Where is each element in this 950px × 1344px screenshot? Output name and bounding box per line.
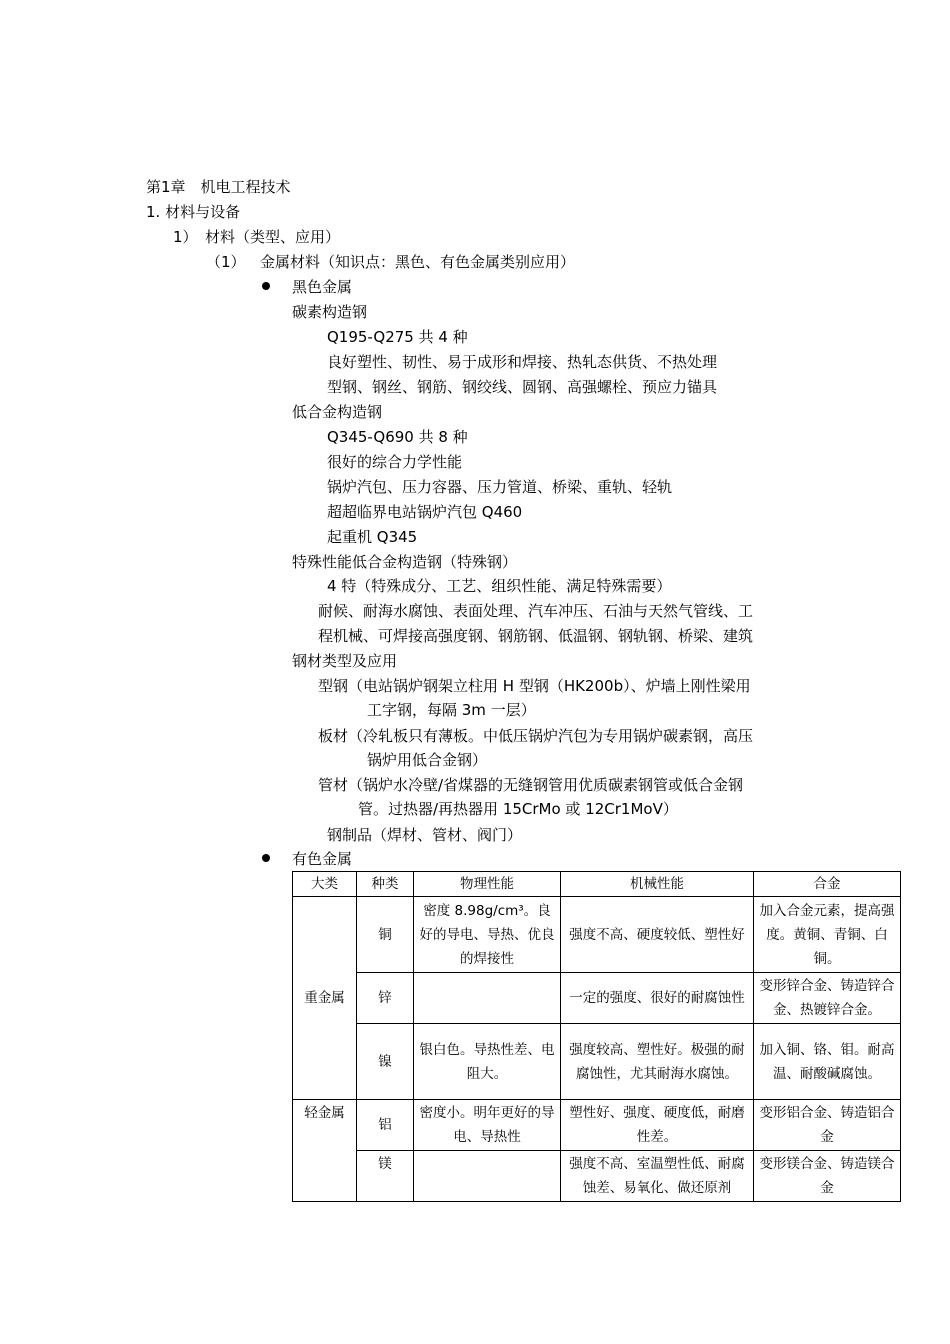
table-header-row — [293, 872, 901, 897]
pipe-line2: 管。过热器/再热器用 15CrMo 或 12Cr1MoV） — [358, 800, 678, 818]
low-alloy-grades: Q345-Q690 共 8 种 — [327, 428, 468, 446]
plate-line2: 锅炉用低合金钢） — [367, 751, 488, 769]
heavy-metal-cell: 重金属 — [293, 897, 357, 1100]
special-steel-title: 特殊性能低合金构造钢（特殊钢） — [292, 553, 518, 571]
kind-cell: 锌 — [357, 973, 414, 1024]
nonferrous-table — [292, 871, 901, 1202]
carbon-steel-properties: 良好塑性、韧性、易于成形和焊接、热轧态供货、不热处理 — [327, 353, 718, 371]
header-category: 大类 — [293, 872, 357, 897]
chapter-title: 第1章 机电工程技术 — [146, 178, 291, 196]
item-number: （1） — [206, 253, 246, 271]
alloy-cell: 变形铝合金、铸造铝合金 — [754, 1100, 901, 1151]
steel-products: 钢制品（焊材、管材、阀门） — [327, 826, 523, 844]
physical-cell — [414, 1151, 561, 1202]
header-alloy: 合金 — [754, 872, 901, 897]
header-physical: 物理性能 — [414, 872, 561, 897]
mechanical-cell: 一定的强度、很好的耐腐蚀性 — [561, 973, 754, 1024]
ferrous-heading: 黑色金属 — [292, 278, 353, 296]
alloy-cell: 变形镁合金、铸造镁合金 — [754, 1151, 901, 1202]
alloy-cell: 加入铜、铬、钼。耐高温、耐酸碱腐蚀。 — [754, 1024, 901, 1100]
section-heading: 1. 材料与设备 — [146, 203, 241, 221]
physical-cell: 密度 8.98g/cm³。良好的导电、导热、优良的焊接性 — [414, 897, 561, 973]
header-kind: 种类 — [357, 872, 414, 897]
carbon-steel-grades: Q195-Q275 共 4 种 — [327, 328, 468, 346]
low-alloy-title: 低合金构造钢 — [292, 403, 383, 421]
steel-types-title: 钢材类型及应用 — [292, 652, 398, 670]
special-steel-four: 4 特（特殊成分、工艺、组织性能、满足特殊需要） — [327, 577, 672, 595]
special-steel-uses-line2: 程机械、可焊接高强度钢、钢筋钢、低温钢、钢轨钢、桥梁、建筑 — [318, 627, 754, 645]
plate-line1: 板材（冷轧板只有薄板。中低压锅炉汽包为专用锅炉碳素钢，高压 — [318, 727, 754, 745]
low-alloy-properties: 很好的综合力学性能 — [327, 453, 463, 471]
kind-cell: 镁 — [357, 1151, 414, 1202]
nonferrous-heading: 有色金属 — [292, 850, 353, 868]
table-row — [293, 1024, 901, 1100]
low-alloy-q460: 超超临界电站锅炉汽包 Q460 — [327, 503, 523, 521]
mechanical-cell: 强度较高、塑性好。极强的耐腐蚀性，尤其耐海水腐蚀。 — [561, 1024, 754, 1100]
shape-steel-line1: 型钢（电站锅炉钢架立柱用 H 型钢（HK200b）、炉墙上刚性梁用 — [318, 677, 751, 695]
physical-cell — [414, 973, 561, 1024]
shape-steel-line2: 工字钢，每隔 3m 一层） — [367, 701, 536, 719]
physical-cell: 密度小。明年更好的导电、导热性 — [414, 1100, 561, 1151]
light-metal-cell: 轻金属 — [293, 1100, 357, 1202]
bullet-icon — [262, 282, 270, 290]
kind-cell: 铜 — [357, 897, 414, 973]
pipe-line1: 管材（锅炉水冷壁/省煤器的无缝钢管用优质碳素钢管或低合金钢 — [318, 776, 744, 794]
table-row — [293, 973, 901, 1024]
header-mechanical: 机械性能 — [561, 872, 754, 897]
mechanical-cell: 强度不高、硬度较低、塑性好 — [561, 897, 754, 973]
low-alloy-q345: 起重机 Q345 — [327, 528, 418, 546]
kind-cell: 铝 — [357, 1100, 414, 1151]
bullet-icon — [262, 854, 270, 862]
kind-cell: 镍 — [357, 1024, 414, 1100]
table-row — [293, 1100, 901, 1151]
carbon-steel-uses: 型钢、钢丝、钢筋、钢绞线、圆钢、高强螺栓、预应力锚具 — [327, 378, 718, 396]
item-heading: 金属材料（知识点：黑色、有色金属类别应用） — [260, 253, 576, 271]
low-alloy-uses: 锅炉汽包、压力容器、压力管道、桥梁、重轨、轻轨 — [327, 478, 673, 496]
alloy-cell: 加入合金元素，提高强度。黄铜、青铜、白铜。 — [754, 897, 901, 973]
special-steel-uses-line1: 耐候、耐海水腐蚀、表面处理、汽车冲压、石油与天然气管线、工 — [318, 602, 754, 620]
physical-cell: 银白色。导热性差、电阻大。 — [414, 1024, 561, 1100]
mechanical-cell: 塑性好、强度、硬度低，耐磨性差。 — [561, 1100, 754, 1151]
mechanical-cell: 强度不高、室温塑性低、耐腐蚀差、易氧化、做还原剂 — [561, 1151, 754, 1202]
subsection-heading: 1） 材料（类型、应用） — [173, 228, 341, 246]
table-row — [293, 1151, 901, 1202]
alloy-cell: 变形锌合金、铸造锌合金、热镀锌合金。 — [754, 973, 901, 1024]
table-row — [293, 897, 901, 973]
carbon-steel-title: 碳素构造钢 — [292, 303, 368, 321]
